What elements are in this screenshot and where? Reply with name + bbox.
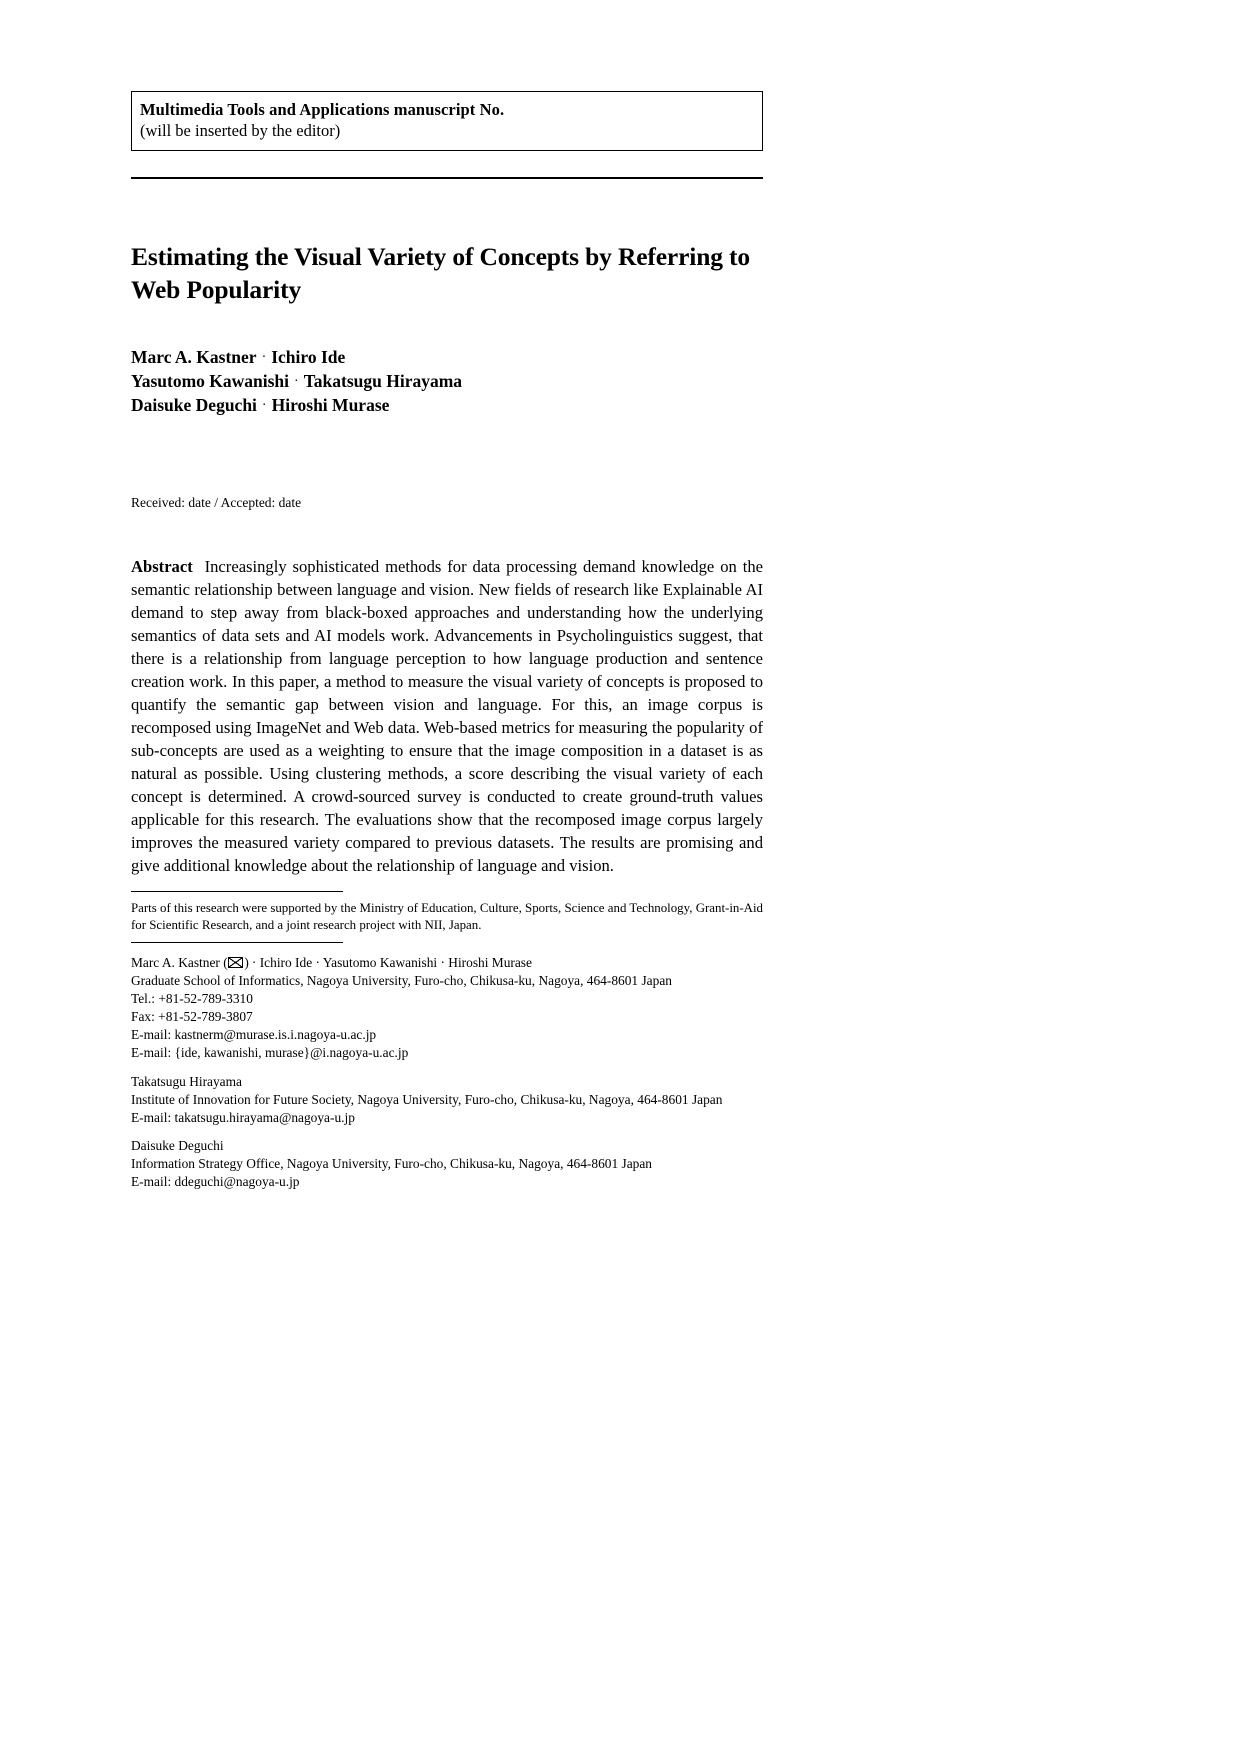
author-name: Yasutomo Kawanishi — [131, 370, 290, 391]
footnote-rule-secondary — [131, 942, 343, 943]
author-line — [131, 370, 763, 394]
contact-name: Takatsugu Hirayama — [131, 1073, 242, 1089]
author-line — [131, 394, 763, 418]
funding-note: Parts of this research were supported by the Ministry of Education, Culture, Sports, Science and Technology, Grant-in-Aid for Scientific Research, and a joint research project with NII, Japan. — [131, 900, 763, 932]
abstract-body: Increasingly sophisticated methods for data processing demand knowledge on the semantic relationship between language and vision. New fields of research like Explainable AI demand to step away from black-boxed approaches and understanding how the underlying semantics of data sets and AI models work. Advancements in Psycholinguistics suggest, that there is a relationship from language perception to how language production and sentence creation work. In this paper, a method to measure the visual variety of concepts is proposed to quantify the semantic gap between vision and language. For this, an image corpus is recomposed using ImageNet and Web data. Web-based metrics for measuring the popularity of sub-concepts are used as a weighting to ensure that the image composition in a dataset is as natural as possible. Using clustering methods, a score describing the visual variety of each concept is determined. A crowd-sourced survey is conducted to create ground-truth values applicable for this research. The evaluations show that the recomposed image corpus largely improves the measured variety compared to previous datasets. The results are promising and give additional knowledge about the relationship of language and vision. — [131, 557, 763, 875]
envelope-close-paren: ) — [244, 955, 249, 971]
author-separator: · — [294, 373, 299, 389]
author-line — [131, 346, 763, 370]
contact-fax: Fax: +81-52-789-3807 — [131, 1009, 253, 1025]
contact-email: E-mail: takatsugu.hirayama@nagoya-u.jp — [131, 1109, 355, 1125]
contact-affiliation: Institute of Innovation for Future Society, Nagoya University, Furo-cho, Chikusa-ku, Nagoya, 464-8601 Japan — [131, 1091, 723, 1107]
contact-affiliation: Graduate School of Informatics, Nagoya University, Furo-cho, Chikusa-ku, Nagoya, 464-8601 Japan — [131, 973, 672, 989]
journal-manuscript-title: Multimedia Tools and Applications manuscript No. — [140, 100, 505, 119]
author-name: Daisuke Deguchi — [131, 394, 257, 415]
contact-tel: Tel.: +81-52-789-3310 — [131, 991, 253, 1007]
author-name: Hiroshi Murase — [271, 394, 390, 415]
abstract-section — [131, 556, 763, 878]
author-separator: · — [261, 349, 267, 365]
corresponding-author-name: Marc A. Kastner — [131, 955, 224, 971]
contact-email: E-mail: kastnerm@murase.is.i.nagoya-u.ac.jp — [131, 1027, 377, 1043]
journal-header-box — [131, 91, 763, 151]
paper-page — [131, 0, 763, 1191]
contact-name: Daisuke Deguchi — [131, 1138, 224, 1154]
header-divider-rule — [131, 177, 763, 179]
envelope-icon — [228, 957, 243, 968]
contact-names-line — [131, 954, 763, 972]
contact-block-primary — [131, 954, 763, 1061]
author-name: Ichiro Ide — [271, 346, 346, 367]
page-title: Estimating the Visual Variety of Concepts by Referring to Web Popularity — [131, 242, 751, 304]
abstract-label: Abstract — [131, 557, 193, 577]
author-name: Marc A. Kastner — [131, 346, 257, 367]
contact-email: E-mail: ddeguchi@nagoya-u.jp — [131, 1174, 300, 1190]
author-name: Takatsugu Hirayama — [303, 370, 463, 391]
contact-block-deguchi — [131, 1137, 763, 1191]
contact-email: E-mail: {ide, kawanishi, murase}@i.nagoya-u.ac.jp — [131, 1044, 409, 1060]
footnote-rule — [131, 891, 343, 892]
author-list — [131, 346, 763, 417]
journal-manuscript-subtitle: (will be inserted by the editor) — [140, 121, 341, 141]
contact-affiliation: Information Strategy Office, Nagoya University, Furo-cho, Chikusa-ku, Nagoya, 464-8601 Japan — [131, 1156, 652, 1172]
coauthor-names: · Ichiro Ide · Yasutomo Kawanishi · Hiroshi Murase — [248, 955, 532, 971]
envelope-open-paren: ( — [223, 955, 228, 971]
received-accepted-line: Received: date / Accepted: date — [131, 495, 302, 511]
author-separator: · — [261, 397, 267, 413]
contact-block-hirayama — [131, 1073, 763, 1127]
